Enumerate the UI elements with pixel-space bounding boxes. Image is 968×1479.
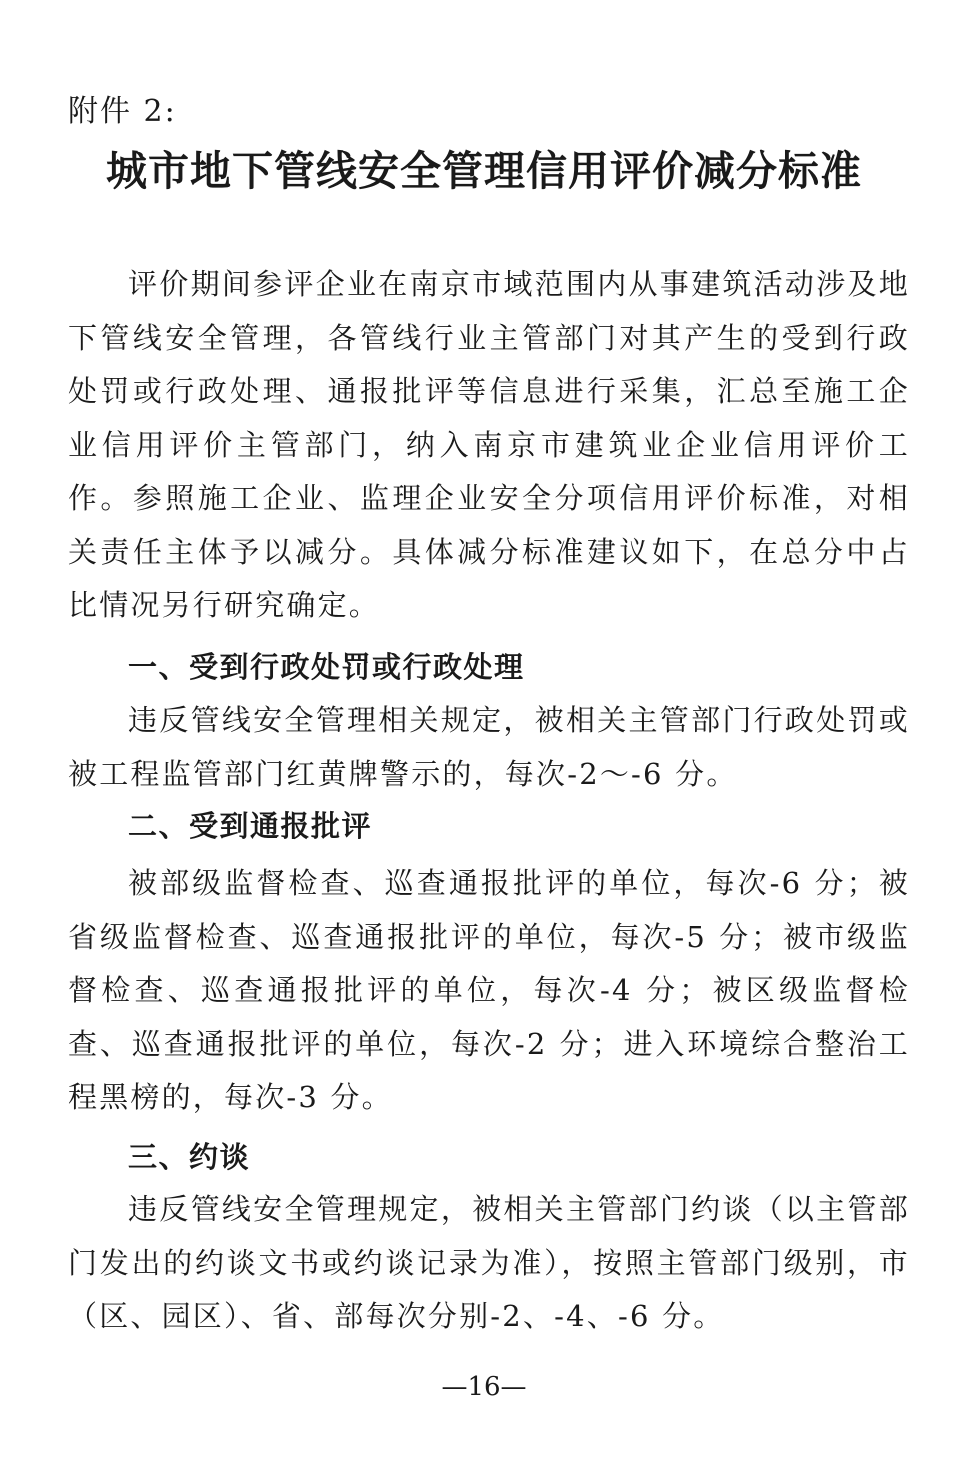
section-body-3: 违反管线安全管理规定，被相关主管部门约谈（以主管部门发出的约谈文书或约谈记录为准），按照主管部门级别，市（区、园区）、省、部每次分别-2、-4、-6 分。: [68, 1192, 910, 1333]
section-heading-2: 二、受到通报批评: [128, 809, 373, 843]
attachment-label: 附件 2:: [68, 94, 177, 129]
section-heading-3: 三、约谈: [128, 1140, 251, 1174]
document-title: 城市地下管线安全管理信用评价减分标准: [106, 147, 862, 195]
section-body-2: 被部级监督检查、巡查通报批评的单位，每次-6 分；被省级监督检查、巡查通报批评的单位，每次-5 分；被市级监督检查、巡查通报批评的单位，每次-4 分；被区级监督检查、巡查通报批评的单位，每次-2 分；进入环境综合整治工程黑榜的，每次-3 分。: [68, 866, 910, 1114]
page-number: —16—: [441, 1372, 527, 1402]
section-body-1: 违反管线安全管理相关规定，被相关主管部门行政处罚或被工程监管部门红黄牌警示的，每次-2～-6 分。: [68, 703, 910, 791]
section-heading-1: 一、受到行政处罚或行政处理: [128, 650, 525, 684]
intro-paragraph: 评价期间参评企业在南京市域范围内从事建筑活动涉及地下管线安全管理，各管线行业主管部门对其产生的受到行政处罚或行政处理、通报批评等信息进行采集，汇总至施工企业信用评价主管部门，纳入南京市建筑业企业信用评价工作。参照施工企业、监理企业安全分项信用评价标准，对相关责任主体予以减分。具体减分标准建议如下，在总分中占比情况另行研究确定。: [68, 267, 910, 622]
